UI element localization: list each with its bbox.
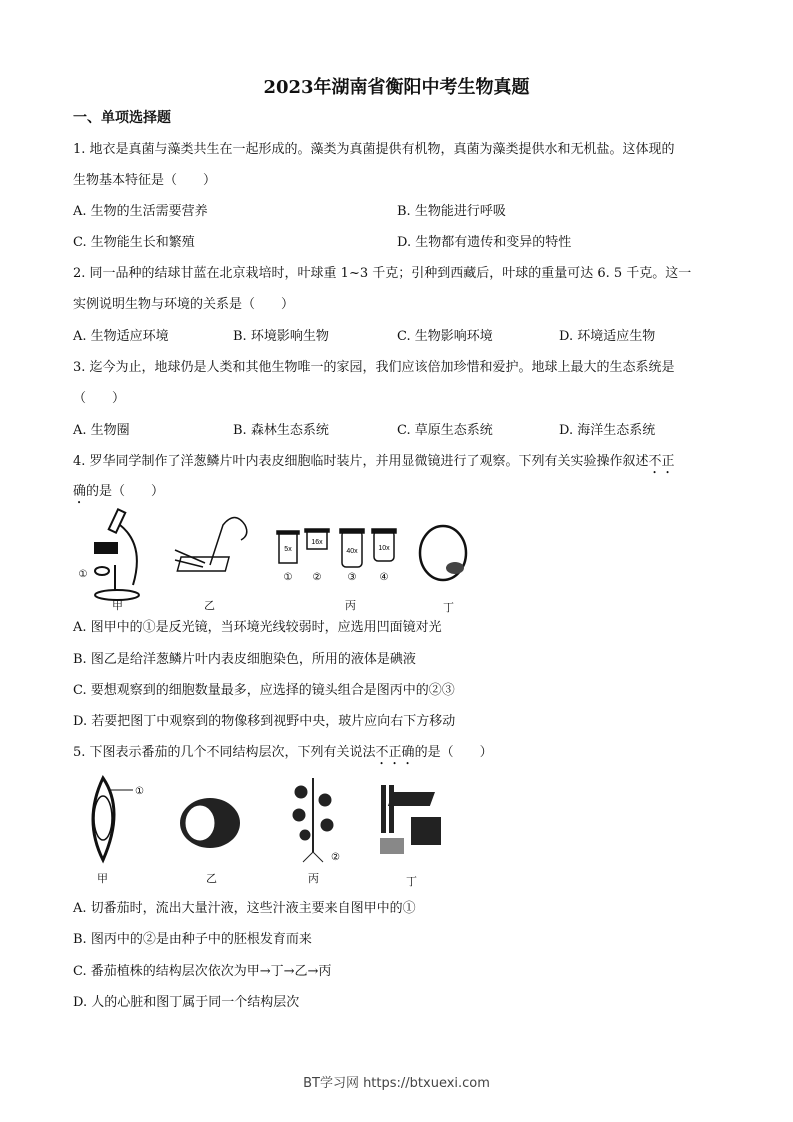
fig-caption: 乙 <box>204 599 215 612</box>
q5-option-a: A. 切番茄时，流出大量汁液，这些汁液主要来自图甲中的① <box>73 901 416 916</box>
q4-stem <box>73 454 675 477</box>
lens-label: 16x <box>311 539 323 546</box>
fig-caption: 乙 <box>206 872 217 885</box>
q5-figure <box>75 770 455 865</box>
section-heading: 一、单项选择题 <box>73 110 171 126</box>
q2-option-d: D. 环境适应生物 <box>559 329 656 344</box>
microscope-drawing <box>95 509 139 600</box>
lens-number: ③ <box>347 572 357 583</box>
mark-1: ① <box>78 569 88 580</box>
fig-caption: 甲 <box>97 872 108 885</box>
q4-stem-text: 4. 罗华同学制作了洋葱鳞片叶内表皮细胞临时装片，并用显微镜进行了观察。下列有关实验操作叙述 <box>73 454 649 469</box>
field-of-view-drawing <box>420 526 466 580</box>
q5-stem <box>73 745 493 768</box>
q3-option-b: B. 森林生态系统 <box>233 423 329 438</box>
lens-label: 10x <box>378 545 390 552</box>
q1-option-d: D. 生物都有遗传和变异的特性 <box>397 235 572 250</box>
q2-option-b: B. 环境影响生物 <box>233 329 329 344</box>
tomato-drawing <box>180 798 240 848</box>
q1-stem: 生物基本特征是（ ） <box>73 173 217 188</box>
q4-emphasis: 不正 <box>648 454 675 469</box>
q4-option-b: B. 图乙是给洋葱鳞片叶内表皮细胞染色，所用的液体是碘液 <box>73 652 416 667</box>
lens-number: ② <box>312 572 322 583</box>
q5-emphasis: 不正确 <box>375 745 415 760</box>
q2-stem: 实例说明生物与环境的关系是（ ） <box>73 297 295 312</box>
q5-option-c: C. 番茄植株的结构层次依次为甲→丁→乙→丙 <box>73 964 332 979</box>
q5-stem-text: 的是（ ） <box>414 745 493 760</box>
mark-1: ① <box>135 786 144 797</box>
q4-option-d: D. 若要把图丁中观察到的物像移到视野中央，玻片应向右下方移动 <box>73 714 456 729</box>
cell-drawing <box>93 778 133 860</box>
q5-option-d: D. 人的心脏和图丁属于同一个结构层次 <box>73 995 300 1010</box>
q3-option-d: D. 海洋生态系统 <box>559 423 656 438</box>
q1-option-a: A. 生物的生活需要营养 <box>73 204 208 219</box>
lens-number: ④ <box>379 572 389 583</box>
lens-label: 5x <box>284 546 292 553</box>
q1-stem: 1. 地衣是真菌与藻类共生在一起形成的。藻类为真菌提供有机物，真菌为藻类提供水和无机盐。这体现的 <box>73 142 675 157</box>
q3-option-c: C. 草原生态系统 <box>397 423 493 438</box>
q2-option-c: C. 生物影响环境 <box>397 329 493 344</box>
mark-2: ② <box>331 852 340 863</box>
plant-drawing <box>293 778 333 862</box>
footer-watermark: BT学习网 https://btxuexi.com <box>303 1076 490 1091</box>
q4-option-a: A. 图甲中的①是反光镜，当环境光线较弱时，应选用凹面镜对光 <box>73 620 442 635</box>
fig-caption: 丙 <box>345 599 356 612</box>
q2-stem: 2. 同一品种的结球甘蓝在北京栽培时，叶球重 1~3 千克；引种到西藏后，叶球的重量可达 6. 5 千克。这一 <box>73 266 692 281</box>
q5-option-b: B. 图丙中的②是由种子中的胚根发育而来 <box>73 932 312 947</box>
q5-stem-text: 5. 下图表示番茄的几个不同结构层次，下列有关说法 <box>73 745 376 760</box>
tissue-drawing <box>380 785 441 854</box>
q3-stem: 3. 迄今为止，地球仍是人类和其他生物唯一的家园，我们应该倍加珍惜和爱护。地球上最大的生态系统是 <box>73 360 675 375</box>
fig-caption: 丁 <box>443 601 454 614</box>
q3-option-a: A. 生物圈 <box>73 423 130 438</box>
q3-stem: （ ） <box>73 391 126 406</box>
q2-option-a: A. 生物适应环境 <box>73 329 169 344</box>
q1-option-c: C. 生物能生长和繁殖 <box>73 235 195 250</box>
fig-caption: 丙 <box>308 872 319 885</box>
q1-option-b: B. 生物能进行呼吸 <box>397 204 506 219</box>
q4-stem <box>73 484 164 507</box>
q4-figure <box>75 505 475 610</box>
lens-label: 40x <box>346 548 358 555</box>
fig-caption: 丁 <box>406 875 417 888</box>
staining-drawing <box>175 518 247 572</box>
q4-emphasis: 确 <box>73 484 87 499</box>
fig-caption: 甲 <box>112 599 123 612</box>
q4-stem-text: 的是（ ） <box>86 484 165 499</box>
page-title: 2023年湖南省衡阳中考生物真题 <box>263 77 530 98</box>
lens-number: ① <box>283 572 293 583</box>
q4-option-c: C. 要想观察到的细胞数量最多，应选择的镜头组合是图丙中的②③ <box>73 683 455 698</box>
